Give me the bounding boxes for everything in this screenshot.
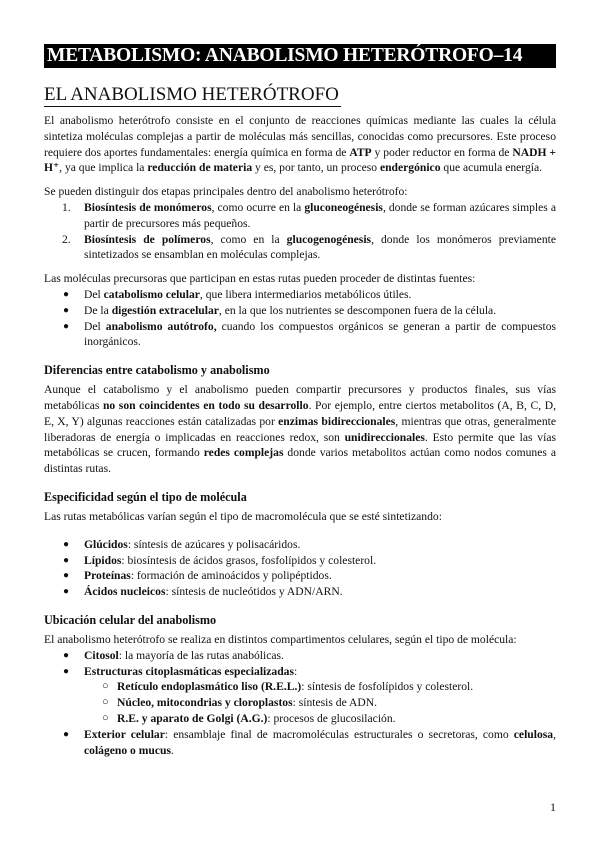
bullet-icon: ● xyxy=(63,304,70,316)
location-lead: El anabolismo heterótrofo se realiza en distintos compartimentos celulares, según el tipo de molécula: xyxy=(44,632,517,646)
circle-bullet-icon: ○ xyxy=(102,680,109,693)
location-subitem: ○ Núcleo, mitocondrias y cloroplastos: síntesis de ADN. xyxy=(102,696,378,710)
circle-bullet-icon: ○ xyxy=(102,711,109,724)
differences-paragraph: Aunque el catabolismo y el anabolismo pueden compartir precursores y productos finales, sus vías metabólicas no son coincidentes en todo su desarrollo. Por ejemplo, entre ciertos metabolitos (A, B, C, D, E, X, Y) algunas reacciones están catalizadas por enzimas bidireccionales, mientras que otras, generalmente liberadoras de energía o implicadas en reacciones redox, son unidireccionales. Esto permite que las vías metabólicas se crucen, formando redes complejas donde varios metabolitos actúan como nodos comunes a distintas rutas. xyxy=(44,383,556,476)
location-list xyxy=(44,648,556,759)
bullet-icon: ● xyxy=(63,538,70,550)
sources-list xyxy=(44,287,556,350)
source-item: ● Del catabolismo celular, que libera intermediarios metabólicos útiles. xyxy=(63,287,412,301)
document-banner: METABOLISMO: ANABOLISMO HETERÓTROFO–14 xyxy=(44,44,556,68)
bullet-icon: ● xyxy=(63,586,70,598)
molecule-item: ● Ácidos nucleicos: síntesis de nucleótidos y ADN/ARN. xyxy=(63,585,343,599)
section-title: EL ANABOLISMO HETERÓTROFO xyxy=(44,84,339,105)
location-heading: Ubicación celular del anabolismo xyxy=(44,612,217,627)
molecule-item: ● Proteínas: formación de aminoácidos y polipéptidos. xyxy=(63,569,332,583)
bullet-icon: ● xyxy=(63,728,70,740)
bullet-icon: ● xyxy=(63,570,70,582)
location-subitem: ○ Retículo endoplasmático liso (R.E.L.): síntesis de fosfolípidos y colesterol. xyxy=(102,680,474,694)
page-number: 1 xyxy=(550,800,556,814)
differences-heading: Diferencias entre catabolismo y anabolismo xyxy=(44,363,270,378)
document-page xyxy=(44,44,556,758)
location-subitem: ○ R.E. y aparato de Golgi (A.G.): procesos de glucosilación. xyxy=(102,711,396,725)
stage-item: 1. Biosíntesis de monómeros, como ocurre en la gluconeogénesis, donde se forman azúcares simples a partir de precursores más pequeños. xyxy=(62,200,556,230)
molecule-item: ● Lípidos: biosíntesis de ácidos grasos, fosfolípidos y colesterol. xyxy=(63,553,377,567)
molecule-item: ● Glúcidos: síntesis de azúcares y polisacáridos. xyxy=(63,537,301,551)
source-item: ● Del anabolismo autótrofo, cuando los compuestos orgánicos se generan a partir de compuestos inorgánicos. xyxy=(63,319,557,349)
specificity-list xyxy=(44,537,556,600)
bullet-icon: ● xyxy=(63,649,70,661)
stages-lead: Se pueden distinguir dos etapas principales dentro del anabolismo heterótrofo: xyxy=(44,185,408,199)
location-item: ● Estructuras citoplasmáticas especializadas: xyxy=(63,664,298,678)
source-item: ● De la digestión extracelular, en la que los nutrientes se descomponen fuera de la célula. xyxy=(63,303,497,317)
specificity-lead: Las rutas metabólicas varían según el tipo de macromolécula que se esté sintetizando: xyxy=(44,509,442,523)
intro-paragraph: El anabolismo heterótrofo consiste en el conjunto de reacciones químicas mediante las cuales la célula sintetiza moléculas complejas a partir de moléculas más sencillas, conocidas como precursores. Este proceso requiere dos aportes fundamentales: energía química en forma de ATP y poder reductor en forma de NADH + H⁺, ya que implica la reducción de materia y es, por tanto, un proceso endergónico que acumula energía. xyxy=(44,114,556,175)
bullet-icon: ● xyxy=(63,665,70,677)
location-item: ● Exterior celular: ensamblaje final de macromoléculas estructurales o secretoras, como celulosa, colágeno o mucus. xyxy=(63,727,556,757)
stages-list xyxy=(44,200,556,263)
circle-bullet-icon: ○ xyxy=(102,696,109,709)
bullet-icon: ● xyxy=(63,320,70,332)
bullet-icon: ● xyxy=(63,554,70,566)
stage-item: 2. Biosíntesis de polímeros, como en la glucogenogénesis, donde los monómeros previamente sintetizados se ensamblan en moléculas complejas. xyxy=(62,232,556,262)
specificity-heading: Especificidad según el tipo de molécula xyxy=(44,489,247,504)
bullet-icon: ● xyxy=(63,288,70,300)
sources-lead: Las moléculas precursoras que participan en estas rutas pueden proceder de distintas fuentes: xyxy=(44,272,476,286)
location-item: ● Citosol: la mayoría de las rutas anabólicas. xyxy=(63,648,284,662)
